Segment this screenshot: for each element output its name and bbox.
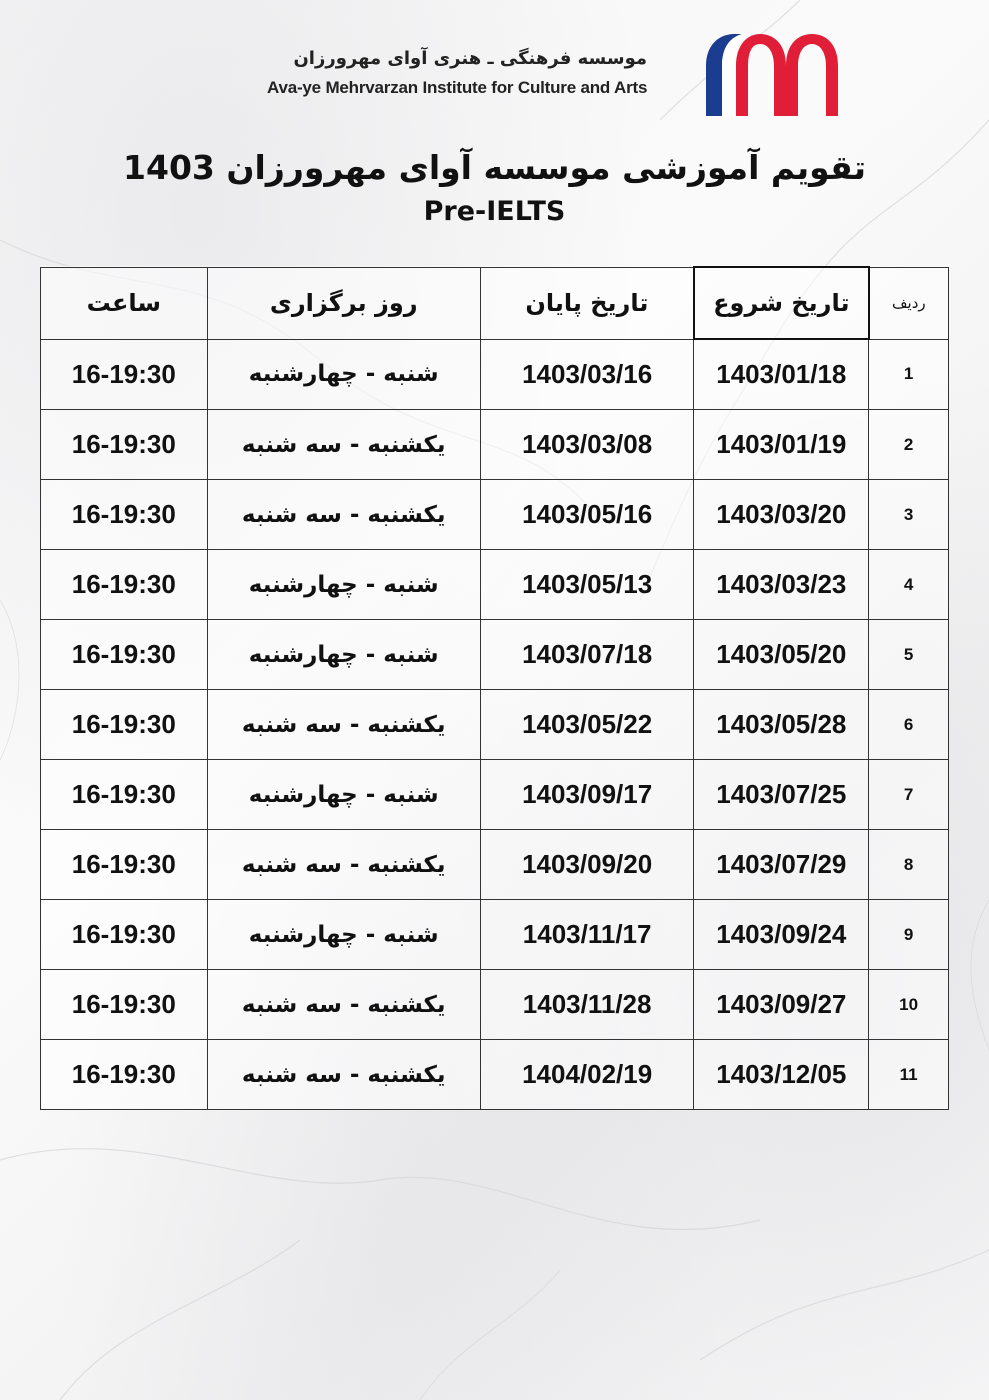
start-date: 1403/01/18 (694, 339, 869, 410)
row-index: 1 (869, 339, 949, 410)
schedule-table (40, 266, 949, 1110)
class-time: 16-19:30 (41, 690, 208, 760)
table-row (41, 480, 949, 550)
class-days: شنبه - چهارشنبه (207, 900, 480, 970)
class-days: شنبه - چهارشنبه (207, 339, 480, 410)
header-start-date: تاریخ شروع (694, 267, 869, 339)
row-index: 7 (869, 760, 949, 830)
start-date: 1403/05/28 (694, 690, 869, 760)
start-date: 1403/09/27 (694, 970, 869, 1040)
start-date: 1403/03/20 (694, 480, 869, 550)
header-index: ردیف (869, 267, 949, 339)
end-date: 1403/05/16 (480, 480, 694, 550)
class-time: 16-19:30 (41, 339, 208, 410)
end-date: 1403/11/28 (480, 970, 694, 1040)
start-date: 1403/03/23 (694, 550, 869, 620)
class-days: یکشنبه - سه شنبه (207, 1040, 480, 1110)
end-date: 1403/11/17 (480, 900, 694, 970)
class-time: 16-19:30 (41, 550, 208, 620)
class-time: 16-19:30 (41, 760, 208, 830)
table-row (41, 339, 949, 410)
row-index: 2 (869, 410, 949, 480)
start-date: 1403/12/05 (694, 1040, 869, 1110)
end-date: 1403/09/17 (480, 760, 694, 830)
table-row (41, 620, 949, 690)
table-row (41, 830, 949, 900)
row-index: 3 (869, 480, 949, 550)
class-days: شنبه - چهارشنبه (207, 620, 480, 690)
table-row (41, 410, 949, 480)
end-date: 1403/03/16 (480, 339, 694, 410)
class-time: 16-19:30 (41, 480, 208, 550)
class-time: 16-19:30 (41, 970, 208, 1040)
start-date: 1403/01/19 (694, 410, 869, 480)
end-date: 1403/05/22 (480, 690, 694, 760)
institute-logo (702, 30, 842, 116)
table-header-row (41, 267, 949, 339)
row-index: 8 (869, 830, 949, 900)
institute-name-english: Ava-ye Mehrvarzan Institute for Culture and Arts (267, 78, 648, 97)
end-date: 1403/07/18 (480, 620, 694, 690)
class-days: یکشنبه - سه شنبه (207, 970, 480, 1040)
class-days: یکشنبه - سه شنبه (207, 690, 480, 760)
row-index: 4 (869, 550, 949, 620)
end-date: 1403/05/13 (480, 550, 694, 620)
class-days: شنبه - چهارشنبه (207, 760, 480, 830)
start-date: 1403/07/25 (694, 760, 869, 830)
class-days: شنبه - چهارشنبه (207, 550, 480, 620)
table-row (41, 550, 949, 620)
table-row (41, 970, 949, 1040)
class-days: یکشنبه - سه شنبه (207, 480, 480, 550)
header-end-date: تاریخ پایان (480, 267, 694, 339)
course-subtitle: Pre-IELTS (423, 196, 566, 227)
class-days: یکشنبه - سه شنبه (207, 830, 480, 900)
table-row (41, 760, 949, 830)
table-row (41, 1040, 949, 1110)
start-date: 1403/09/24 (694, 900, 869, 970)
table-row (41, 690, 949, 760)
class-time: 16-19:30 (41, 900, 208, 970)
end-date: 1403/03/08 (480, 410, 694, 480)
row-index: 9 (869, 900, 949, 970)
start-date: 1403/05/20 (694, 620, 869, 690)
row-index: 11 (869, 1040, 949, 1110)
row-index: 5 (869, 620, 949, 690)
header-time: ساعت (41, 267, 208, 339)
header-days: روز برگزاری (207, 267, 480, 339)
class-time: 16-19:30 (41, 830, 208, 900)
class-time: 16-19:30 (41, 620, 208, 690)
end-date: 1403/09/20 (480, 830, 694, 900)
row-index: 6 (869, 690, 949, 760)
class-days: یکشنبه - سه شنبه (207, 410, 480, 480)
class-time: 16-19:30 (41, 1040, 208, 1110)
end-date: 1404/02/19 (480, 1040, 694, 1110)
row-index: 10 (869, 970, 949, 1040)
institute-name-persian: موسسه فرهنگی ـ هنری آوای مهرورزان (293, 48, 647, 69)
page-title: تقویم آموزشی موسسه آوای مهرورزان 1403 (123, 148, 866, 187)
start-date: 1403/07/29 (694, 830, 869, 900)
class-time: 16-19:30 (41, 410, 208, 480)
table-row (41, 900, 949, 970)
